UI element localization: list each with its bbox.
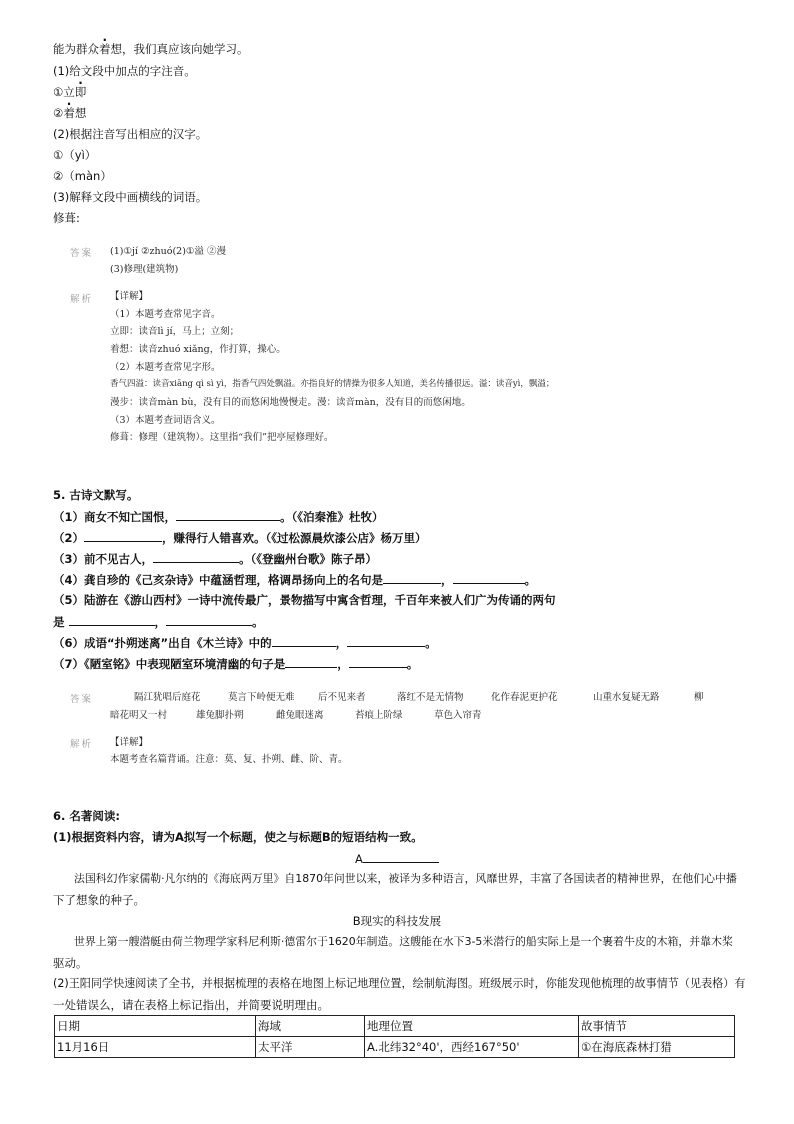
q5-item-6 <box>53 634 437 651</box>
explain-line: 本题考查名篇背诵。注意：莫、复、扑朔、雌、阶、青。 <box>110 754 348 765</box>
explain-line: 着想：读音zhuó xiǎng，作打算，操心。 <box>110 344 286 355</box>
explain-line: 【详解】 <box>110 737 149 748</box>
answer-line: (3)修理(建筑物) <box>110 264 179 275</box>
table-cell: A.北纬32°40'，西经167°50' <box>365 1037 579 1058</box>
table-header: 海域 <box>256 1016 365 1037</box>
q5-text: ， <box>441 573 453 587</box>
heading-b: B现实的科技发展 <box>352 914 442 928</box>
q5-item-5: （5）陆游在《游山西村》一诗中流传最广，景物描写中寓含哲理，千百年来被人们广为传诵的两句 <box>53 593 556 607</box>
dotted-char: 即 <box>74 85 87 99</box>
answer-blank[interactable] <box>69 613 155 626</box>
q5-item-7 <box>53 655 418 672</box>
explain-line: 香气四溢：读音xiāng qì sì yì，指香气四处飘溢。亦指良好的情操为很多人知道，美名传播很远。溢：读音yì，飘溢； <box>110 379 555 389</box>
paragraph-a-line: 法国科幻作家儒勒·凡尔纳的《海底两万里》自1870年问世以来，被译为多种语言，风靡世界，丰富了各国读者的精神世界，在他们心中播 <box>74 872 737 885</box>
answer-blank[interactable] <box>349 655 407 668</box>
answer-blank[interactable] <box>347 634 425 647</box>
answer-item: 莫言下岭便无难 <box>228 692 295 703</box>
story-table <box>54 1015 735 1058</box>
answer-item: 落红不是无情物 <box>397 692 464 703</box>
explain-line: （2）本题考查常见字形。 <box>110 362 221 373</box>
q5-text: （6）成语“扑朔迷离”出自《木兰诗》中的 <box>53 636 272 650</box>
answer-line: (1)①jí ②zhuó(2)①溢 ②漫 <box>110 246 226 257</box>
q4-sub1: (1)给文段中加点的字注音。 <box>53 64 196 78</box>
answer-item: 草色入帘青 <box>434 710 482 721</box>
q5-text: ， <box>335 636 348 650</box>
q5-item-1 <box>53 508 384 525</box>
q5-text: 是 <box>53 615 65 629</box>
answer-row <box>134 689 704 707</box>
q6-sub2: (2)王阳同学快速阅读了全书，并根据梳理的表格在地图上标记地理位置，绘制航海图。班级展示时，你能发现他梳理的故事情节（见表格）有 <box>53 977 746 990</box>
answer-blank[interactable] <box>166 613 252 626</box>
explain-line: 漫步：读音màn bù，没有目的而悠闲地慢慢走。漫：读音màn，没有目的而悠闲地。 <box>110 397 471 408</box>
q4-sub2: (2)根据注音写出相应的汉字。 <box>53 127 208 141</box>
explain-line: 【详解】 <box>110 291 149 302</box>
q5-title: 5. 古诗文默写。 <box>53 488 139 502</box>
q5-text: （2） <box>53 531 85 545</box>
q4-sub2-item-b: ②（màn） <box>53 169 112 183</box>
answer-blank[interactable] <box>84 529 162 542</box>
dotted-char: 着 <box>63 106 75 120</box>
q5-text: 。 <box>406 657 419 671</box>
answer-item: 隔江犹唱后庭花 <box>134 692 201 703</box>
dotted-char: 着 <box>99 42 111 56</box>
q5-text: 。 <box>425 636 437 650</box>
q6-sub1: (1)根据资料内容，请为A拟写一个标题，使之与标题B的短语结构一致。 <box>53 830 423 844</box>
q5-item-5-cont <box>53 613 264 630</box>
q5-text: ，赚得行人错喜欢。（《过松源晨炊漆公店》杨万里） <box>162 531 427 545</box>
answer-blank[interactable] <box>272 634 336 647</box>
answer-item: 苔痕上阶绿 <box>355 710 403 721</box>
table-header: 日期 <box>55 1016 256 1037</box>
q5-text: （3）前不见古人， <box>53 552 154 566</box>
heading-a-label: A <box>355 852 363 866</box>
q5-text: （1）商女不知亡国恨， <box>53 510 177 524</box>
q5-text: （4）龚自珍的《己亥杂诗》中蕴涵哲理，格调昂扬向上的名句是 <box>53 573 383 587</box>
table-header-row <box>55 1016 735 1037</box>
answer-item: 柳 <box>694 692 704 703</box>
explain-line: 修葺：修理（建筑物）。这里指“我们”把亭屋修理好。 <box>110 432 334 443</box>
q5-text: （7）《陋室铭》中表现陋室环境清幽的句子是 <box>53 657 286 671</box>
q6-title: 6. 名著阅读: <box>53 809 120 823</box>
table-cell: 11月16日 <box>55 1037 256 1058</box>
answer-blank[interactable] <box>153 550 239 563</box>
q5-item-4 <box>53 571 536 588</box>
answer-blank[interactable] <box>285 655 337 668</box>
q4-sub3: (3)解释文段中画横线的词语。 <box>53 190 208 204</box>
q5-item-3 <box>53 550 377 567</box>
explain-label: 解析 <box>70 739 94 750</box>
heading-a <box>355 850 439 867</box>
q4-sub3-item: 修葺: <box>53 211 80 225</box>
q5-text: 。（《泊秦淮》杜牧） <box>280 510 384 524</box>
explain-line: 立即：读音lì jí，马上；立刻； <box>110 326 240 337</box>
explain-line: （1）本题考查常见字音。 <box>110 309 221 320</box>
answer-label: 答案 <box>70 248 94 259</box>
q5-text: 。（《登幽州台歌》陈子昂） <box>239 552 378 566</box>
answer-blank[interactable] <box>176 508 280 521</box>
explain-label: 解析 <box>70 294 94 305</box>
explain-line: （3）本题考查词语含义。 <box>110 415 221 426</box>
table-cell: 太平洋 <box>256 1037 365 1058</box>
answer-row <box>110 707 482 725</box>
passage-end: 能为群众着想，我们真应该向她学习。 <box>53 42 249 56</box>
q6-sub2-cont: 一处错误么，请在表格上标记指出，并简要说明理由。 <box>53 998 329 1012</box>
q4-sub2-item-a: ①（yì） <box>53 148 97 162</box>
q5-text: 。 <box>524 573 536 587</box>
paragraph-a-line: 下了想象的种子。 <box>53 893 145 907</box>
q4-sub1-item-b: ②着想 <box>53 106 87 120</box>
paragraph-b-line: 驱动。 <box>53 956 88 970</box>
answer-item: 化作春泥更护花 <box>491 692 558 703</box>
q4-sub1-item-a: ①立即 <box>53 85 87 99</box>
q5-item-2 <box>53 529 427 546</box>
answer-item: 后不见来者 <box>318 692 366 703</box>
answer-item: 雄兔脚扑朔 <box>196 710 244 721</box>
q5-text: ， <box>154 615 166 629</box>
answer-item: 雌兔眼迷离 <box>276 710 324 721</box>
answer-blank[interactable] <box>363 850 439 863</box>
q5-text: ， <box>337 657 349 671</box>
q5-text: 。 <box>252 615 264 629</box>
table-row <box>55 1037 735 1058</box>
table-header: 故事情节 <box>579 1016 735 1037</box>
paragraph-b-line: 世界上第一艘潜艇由荷兰物理学家科尼利斯·德雷尔于1620年制造。这艘能在水下3-5米潜行的船实际上是一个裹着牛皮的木箱，并靠木桨 <box>74 935 733 948</box>
table-header: 地理位置 <box>365 1016 579 1037</box>
answer-item: 山重水复疑无路 <box>593 692 660 703</box>
table-cell: ①在海底森林打猎 <box>579 1037 735 1058</box>
answer-blank[interactable] <box>383 571 441 584</box>
answer-label: 答案 <box>70 694 94 705</box>
answer-item: 暗花明又一村 <box>110 710 168 721</box>
answer-blank[interactable] <box>453 571 525 584</box>
